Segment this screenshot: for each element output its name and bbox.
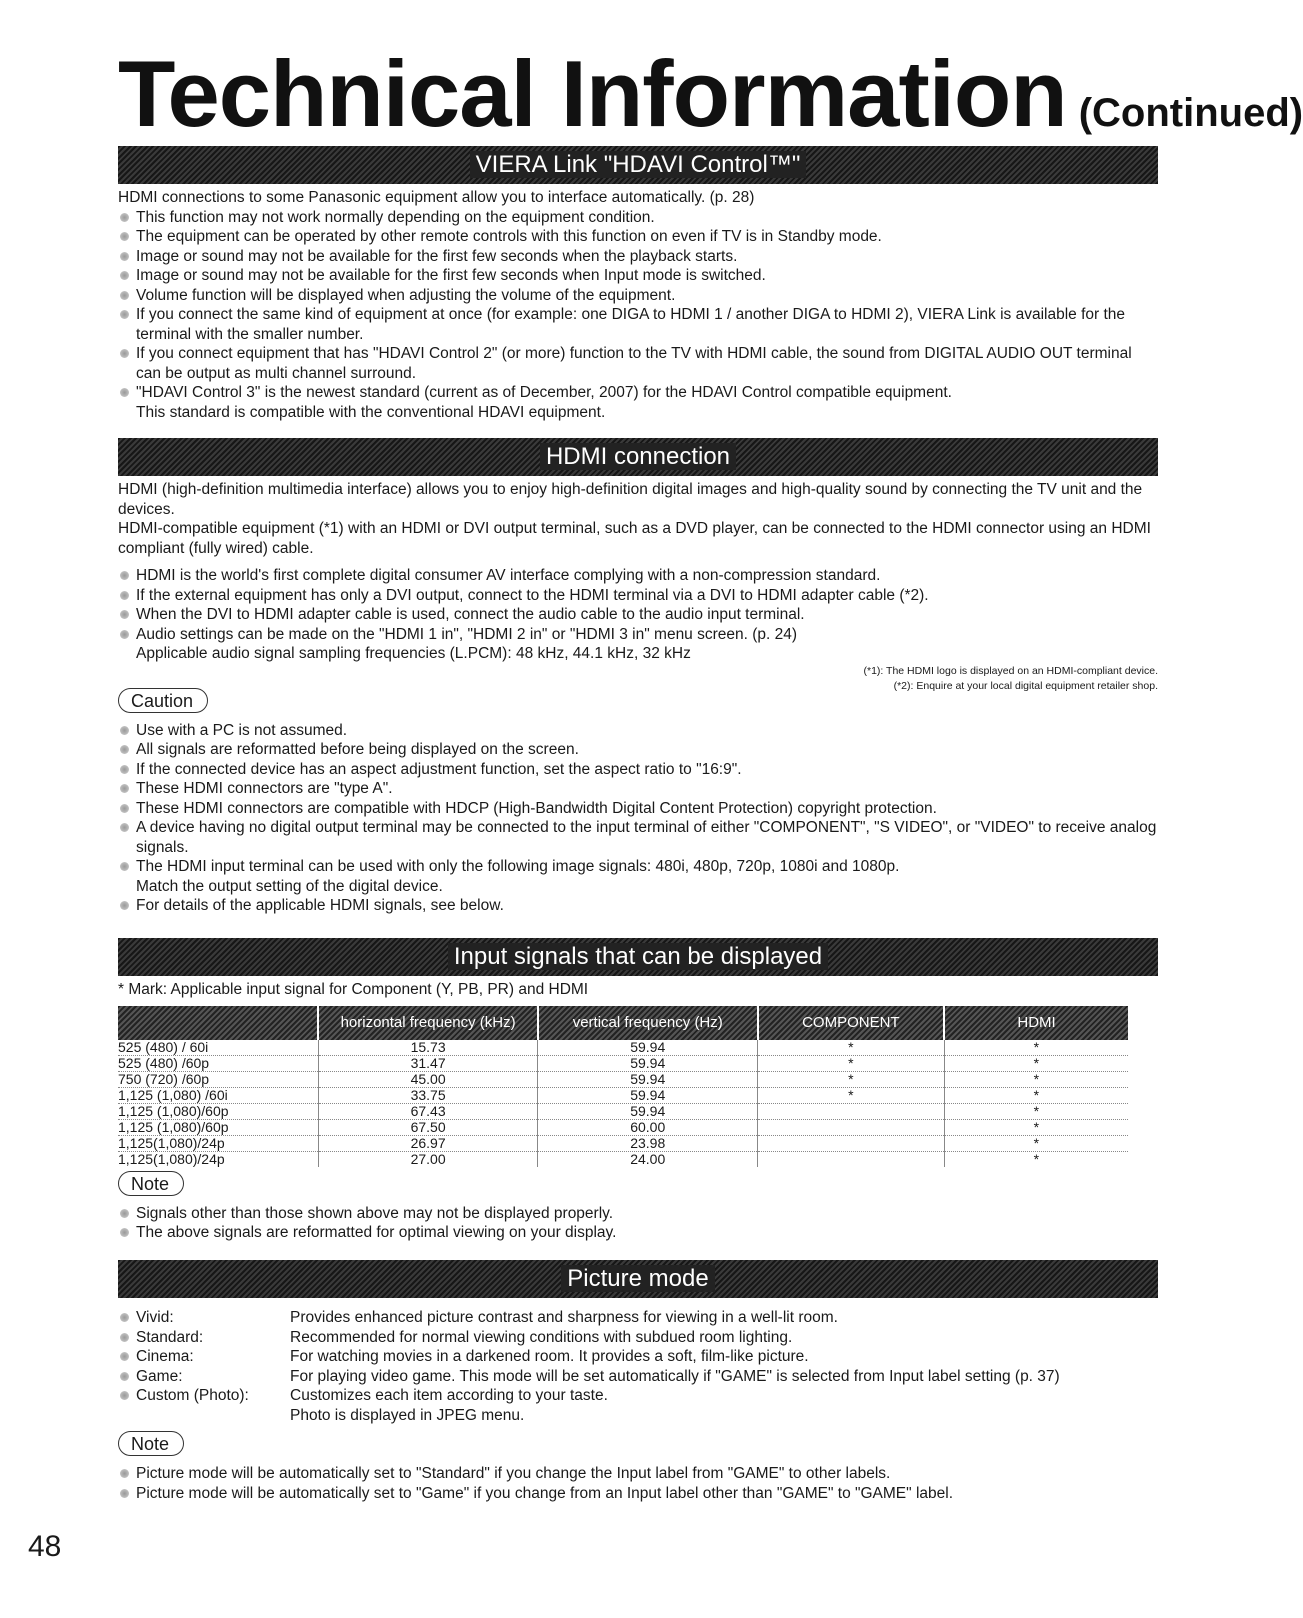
picture-mode-list xyxy=(118,1308,1158,1425)
component-mark xyxy=(758,1151,945,1167)
horizontal-frequency: 31.47 xyxy=(318,1055,538,1071)
viera-intro: HDMI connections to some Panasonic equipment allow you to interface automatically. (p. 28) xyxy=(118,189,755,206)
list-item xyxy=(118,1386,1158,1425)
page-number: 48 xyxy=(28,1530,62,1563)
vertical-frequency: 59.94 xyxy=(538,1040,758,1056)
title-sub: (Continued) xyxy=(1078,91,1303,135)
horizontal-frequency: 67.43 xyxy=(318,1103,538,1119)
hdmi-intro-1: HDMI (high-definition multimedia interface) allows you to enjoy high-definition digital images and high-quality sound by connecting the TV unit and the devices. xyxy=(118,481,1143,518)
horizontal-frequency: 27.00 xyxy=(318,1151,538,1167)
hdmi-mark: * xyxy=(944,1055,1128,1071)
caution-label: Caution xyxy=(118,688,208,713)
component-mark: * xyxy=(758,1071,945,1087)
horizontal-frequency: 15.73 xyxy=(318,1040,538,1056)
list-item: If the external equipment has only a DVI output, connect to the HDMI terminal via a DVI to HDMI adapter cable (*2). xyxy=(118,586,1158,606)
list-item: Signals other than those shown above may not be displayed properly. xyxy=(118,1204,1158,1224)
signals-table xyxy=(118,1006,1128,1167)
mode-description-line: Customizes each item according to your taste. xyxy=(290,1387,608,1404)
mode-description: For watching movies in a darkened room. It provides a soft, film-like picture. xyxy=(290,1348,809,1365)
table-row xyxy=(118,1055,1128,1071)
page-title xyxy=(118,40,1303,148)
caution-list xyxy=(118,721,1158,916)
hdmi-section xyxy=(118,438,1158,916)
component-mark: * xyxy=(758,1087,945,1103)
hdmi-mark: * xyxy=(944,1087,1128,1103)
list-item xyxy=(118,1328,1158,1348)
signal-format: 1,125 (1,080)/60p xyxy=(118,1119,318,1135)
signal-format: 1,125(1,080)/24p xyxy=(118,1150,225,1167)
list-item: These HDMI connectors are "type A". xyxy=(118,779,1158,799)
hdmi-mark: * xyxy=(944,1151,1128,1167)
hdmi-heading-bar xyxy=(118,438,1158,476)
horizontal-frequency: 45.00 xyxy=(318,1071,538,1087)
horizontal-frequency: 33.75 xyxy=(318,1087,538,1103)
mode-label: Custom (Photo): xyxy=(118,1386,290,1425)
vertical-frequency: 59.94 xyxy=(538,1055,758,1071)
horizontal-frequency: 26.97 xyxy=(318,1135,538,1151)
list-item: If you connect the same kind of equipment at once (for example: one DIGA to HDMI 1 / another DIGA to HDMI 2), VIERA Link is available for the terminal with the smaller number. xyxy=(118,305,1158,344)
list-item: Picture mode will be automatically set to "Standard" if you change the Input label from "GAME" to other labels. xyxy=(118,1464,1158,1484)
component-mark xyxy=(758,1103,945,1119)
list-item: Audio settings can be made on the "HDMI 1 in", "HDMI 2 in" or "HDMI 3 in" menu screen. (p. 24) xyxy=(118,625,1158,645)
hdmi-heading: HDMI connection xyxy=(540,443,736,470)
signals-heading: Input signals that can be displayed xyxy=(448,943,828,970)
mode-label: Standard: xyxy=(118,1328,290,1348)
column-header: HDMI xyxy=(944,1006,1128,1040)
signal-format: 1,125 (1,080) /60i xyxy=(118,1087,318,1103)
list-item: Picture mode will be automatically set to "Game" if you change from an Input label other than "GAME" to "GAME" label. xyxy=(118,1484,1158,1504)
picture-heading: Picture mode xyxy=(561,1265,714,1292)
mode-label: Cinema: xyxy=(118,1347,290,1367)
list-item: This function may not work normally depending on the equipment condition. xyxy=(118,208,1158,228)
signals-note-list xyxy=(118,1204,1158,1243)
list-item: HDMI is the world's first complete digital consumer AV interface complying with a non-compression standard. xyxy=(118,566,1158,586)
horizontal-frequency: 67.50 xyxy=(318,1119,538,1135)
list-item: A device having no digital output terminal may be connected to the input terminal of either "COMPONENT", "S VIDEO", or "VIDEO" to receive analog signals. xyxy=(118,818,1158,857)
column-header: horizontal frequency (kHz) xyxy=(318,1006,538,1040)
picture-heading-bar xyxy=(118,1260,1158,1298)
table-row xyxy=(118,1071,1128,1087)
list-item: If the connected device has an aspect adjustment function, set the aspect ratio to "16:9". xyxy=(118,760,1158,780)
table-row xyxy=(118,1119,1128,1135)
footnote-2: (*2): Enquire at your local digital equipment retailer shop. xyxy=(893,679,1158,692)
signals-section xyxy=(118,938,1158,1243)
component-mark: * xyxy=(758,1055,945,1071)
footnote-1: (*1): The HDMI logo is displayed on an HDMI-compliant device. xyxy=(863,664,1158,677)
vertical-frequency: 59.94 xyxy=(538,1087,758,1103)
note-label: Note xyxy=(118,1431,184,1456)
hdmi-mark: * xyxy=(944,1119,1128,1135)
signal-format: 1,125(1,080)/24p xyxy=(118,1135,318,1151)
hdmi-mark: * xyxy=(944,1135,1128,1151)
picture-section xyxy=(118,1260,1158,1503)
note-label: Note xyxy=(118,1171,184,1196)
mode-description: Recommended for normal viewing conditions with subdued room lighting. xyxy=(290,1328,793,1346)
list-item: All signals are reformatted before being displayed on the screen. xyxy=(118,740,1158,760)
list-item: Image or sound may not be available for the first few seconds when Input mode is switched. xyxy=(118,266,1158,286)
vertical-frequency: 23.98 xyxy=(538,1135,758,1151)
signal-format: 1,125 (1,080)/60p xyxy=(118,1103,318,1119)
signal-format: 750 (720) /60p xyxy=(118,1071,318,1087)
vertical-frequency: 60.00 xyxy=(538,1119,758,1135)
column-header: COMPONENT xyxy=(758,1006,945,1040)
list-item xyxy=(118,1367,1158,1387)
list-item-continuation: Match the output setting of the digital device. xyxy=(136,877,443,895)
list-item: The above signals are reformatted for optimal viewing on your display. xyxy=(118,1223,1158,1243)
mode-description xyxy=(290,1386,1158,1425)
hdmi-bullet-list xyxy=(118,566,1158,664)
list-item xyxy=(118,1347,1158,1367)
list-item: Image or sound may not be available for the first few seconds when the playback starts. xyxy=(118,247,1158,267)
viera-heading: VIERA Link "HDAVI Control™" xyxy=(470,151,807,178)
hdmi-mark: * xyxy=(944,1103,1128,1119)
list-item: The equipment can be operated by other remote controls with this function on even if TV is in Standby mode. xyxy=(118,227,1158,247)
list-item: Use with a PC is not assumed. xyxy=(118,721,1158,741)
hdmi-mark: * xyxy=(944,1071,1128,1087)
column-header xyxy=(118,1006,318,1040)
table-header-row xyxy=(118,1006,1128,1040)
component-mark xyxy=(758,1119,945,1135)
signal-format: 525 (480) / 60i xyxy=(118,1040,318,1056)
component-mark: * xyxy=(758,1040,945,1056)
table-row xyxy=(118,1135,1128,1151)
list-item: Volume function will be displayed when adjusting the volume of the equipment. xyxy=(118,286,1158,306)
column-header: vertical frequency (Hz) xyxy=(538,1006,758,1040)
table-row xyxy=(118,1040,1128,1056)
list-item-continuation: This standard is compatible with the conventional HDAVI equipment. xyxy=(136,403,606,421)
list-item xyxy=(118,1308,1158,1328)
mode-description-line: Photo is displayed in JPEG menu. xyxy=(290,1406,525,1424)
vertical-frequency: 59.94 xyxy=(538,1103,758,1119)
mode-description: For playing video game. This mode will be set automatically if "GAME" is selected from Input label setting (p. 37) xyxy=(290,1367,1060,1385)
list-item: When the DVI to HDMI adapter cable is used, connect the audio cable to the audio input terminal. xyxy=(118,605,1158,625)
viera-heading-bar xyxy=(118,146,1158,184)
signal-format: 525 (480) /60p xyxy=(118,1055,318,1071)
list-item: "HDAVI Control 3" is the newest standard (current as of December, 2007) for the HDAVI Control compatible equipment. xyxy=(118,383,1158,403)
table-row xyxy=(118,1151,1128,1167)
hdmi-mark: * xyxy=(944,1040,1128,1056)
component-mark xyxy=(758,1135,945,1151)
table-row xyxy=(118,1103,1128,1119)
signals-heading-bar xyxy=(118,938,1158,976)
list-item-continuation: Applicable audio signal sampling frequencies (L.PCM): 48 kHz, 44.1 kHz, 32 kHz xyxy=(136,645,691,662)
table-row xyxy=(118,1087,1128,1103)
list-item: These HDMI connectors are compatible with HDCP (High-Bandwidth Digital Content Protection) copyright protection. xyxy=(118,799,1158,819)
list-item: The HDMI input terminal can be used with only the following image signals: 480i, 480p, 720p, 1080i and 1080p. xyxy=(118,857,1158,877)
hdmi-intro-2: HDMI-compatible equipment (*1) with an HDMI or DVI output terminal, such as a DVD player, can be connected to the HDMI connector using an HDMI compliant (fully wired) cable. xyxy=(118,520,1151,557)
mode-label: Game: xyxy=(118,1367,290,1387)
viera-bullet-list xyxy=(118,208,1158,423)
mode-label: Vivid: xyxy=(118,1308,290,1328)
vertical-frequency: 24.00 xyxy=(538,1151,758,1167)
title-main: Technical Information xyxy=(118,41,1067,146)
vertical-frequency: 59.94 xyxy=(538,1071,758,1087)
list-item: If you connect equipment that has "HDAVI Control 2" (or more) function to the TV with HDMI cable, the sound from DIGITAL AUDIO OUT terminal can be output as multi channel surround. xyxy=(118,344,1158,383)
viera-section xyxy=(118,146,1158,422)
mode-description: Provides enhanced picture contrast and sharpness for viewing in a well-lit room. xyxy=(290,1309,838,1326)
list-item: For details of the applicable HDMI signals, see below. xyxy=(118,896,1158,916)
signals-mark: * Mark: Applicable input signal for Component (Y, PB, PR) and HDMI xyxy=(118,981,589,998)
picture-note-list xyxy=(118,1464,1158,1503)
